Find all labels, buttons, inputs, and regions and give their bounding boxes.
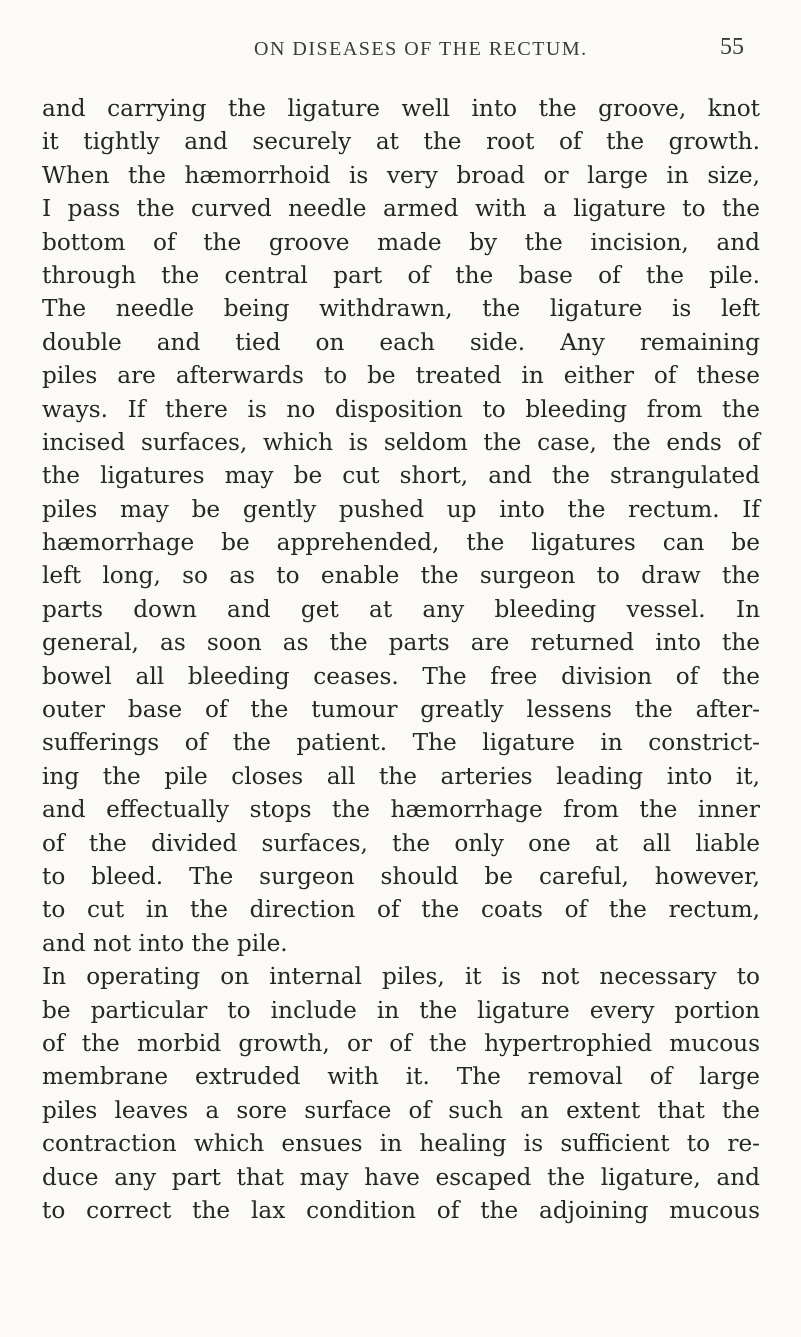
text-line: bowel all bleeding ceases. The free division of the xyxy=(42,662,760,690)
text-line: of the morbid growth, or of the hypertrophied mucous xyxy=(42,1029,760,1057)
text-line: general, as soon as the parts are returned into the xyxy=(42,629,760,657)
text-line: through the central part of the base of the pile. xyxy=(42,261,760,289)
page-number: 55 xyxy=(720,34,744,60)
text-line: duce any part that may have escaped the ligature, and xyxy=(42,1163,760,1191)
text-line: hæmorrhage be apprehended, the ligatures can be xyxy=(42,529,760,557)
text-line: contraction which ensues in healing is sufficient to re- xyxy=(42,1130,760,1158)
text-line: it tightly and securely at the root of the growth. xyxy=(42,128,760,156)
text-line: piles leaves a sore surface of such an extent that the xyxy=(42,1096,760,1124)
text-line: piles are afterwards to be treated in either of these xyxy=(42,362,760,390)
text-line: to bleed. The surgeon should be careful, however, xyxy=(42,862,760,890)
running-title: ON DISEASES OF THE RECTUM. xyxy=(254,38,588,60)
running-head xyxy=(0,34,801,74)
text-line: sufferings of the patient. The ligature in constrict- xyxy=(42,729,760,757)
text-line: I pass the curved needle armed with a ligature to the xyxy=(42,195,760,223)
text-line: to cut in the direction of the coats of the rectum, xyxy=(42,896,760,924)
text-line: left long, so as to enable the surgeon to draw the xyxy=(42,562,760,590)
text-line: When the hæmorrhoid is very broad or large in size, xyxy=(42,161,760,189)
paragraph-start-line: In operating on internal piles, it is not necessary to xyxy=(42,963,760,991)
text-line: to correct the lax condition of the adjoining mucous xyxy=(42,1196,760,1224)
text-line: ing the pile closes all the arteries leading into it, xyxy=(42,762,760,790)
text-line: The needle being withdrawn, the ligature is left xyxy=(42,295,760,323)
text-line: membrane extruded with it. The removal of large xyxy=(42,1063,760,1091)
body-text xyxy=(42,92,760,1227)
text-line: incised surfaces, which is seldom the case, the ends of xyxy=(42,428,760,456)
text-line: bottom of the groove made by the incision, and xyxy=(42,228,760,256)
text-line: parts down and get at any bleeding vessel. In xyxy=(42,595,760,623)
text-line: the ligatures may be cut short, and the strangulated xyxy=(42,462,760,490)
text-line: double and tied on each side. Any remaining xyxy=(42,328,760,356)
text-line: and effectually stops the hæmorrhage from the inner xyxy=(42,796,760,824)
text-line: outer base of the tumour greatly lessens the after- xyxy=(42,696,760,724)
text-line: be particular to include in the ligature every portion xyxy=(42,996,760,1024)
text-line: piles may be gently pushed up into the rectum. If xyxy=(42,495,760,523)
paragraph-end-line: and not into the pile. xyxy=(42,929,288,957)
text-line: of the divided surfaces, the only one at all liable xyxy=(42,829,760,857)
text-line: and carrying the ligature well into the groove, knot xyxy=(42,95,760,122)
text-line: ways. If there is no disposition to bleeding from the xyxy=(42,395,760,423)
